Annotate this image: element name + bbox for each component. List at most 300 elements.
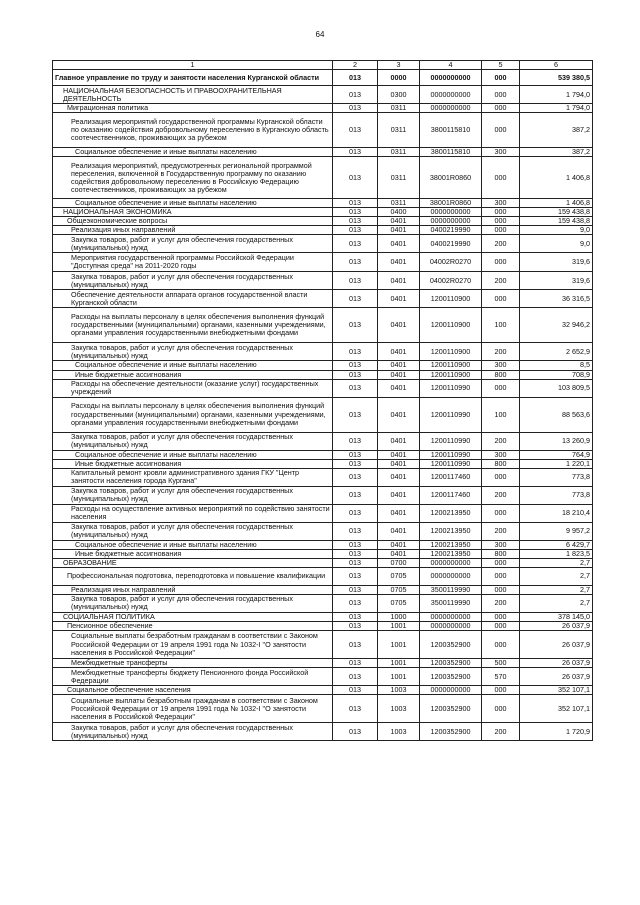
row-section-code: 0401 <box>378 397 420 432</box>
row-target-article: 1200352900 <box>420 695 482 723</box>
row-expense-type: 000 <box>482 226 520 235</box>
table-row <box>53 361 593 370</box>
row-ministry-code: 013 <box>333 631 378 659</box>
table-row <box>53 622 593 631</box>
row-description-text: ОБРАЗОВАНИЕ <box>63 558 117 567</box>
row-amount: 6 429,7 <box>520 540 593 549</box>
row-amount: 387,2 <box>520 148 593 157</box>
row-description <box>53 157 333 199</box>
row-expense-type: 000 <box>482 504 520 522</box>
row-expense-type: 800 <box>482 549 520 558</box>
row-section-code: 0705 <box>378 567 420 585</box>
row-expense-type: 200 <box>482 343 520 361</box>
row-target-article: 1200117460 <box>420 468 482 486</box>
row-amount: 387,2 <box>520 113 593 148</box>
row-description-text: Общеэкономические вопросы <box>67 216 168 226</box>
row-expense-type: 200 <box>482 594 520 612</box>
row-expense-type: 200 <box>482 723 520 741</box>
row-section-code: 0401 <box>378 361 420 370</box>
row-description-text: Социальное обеспечение и иные выплаты населению <box>75 147 257 157</box>
row-amount: 1 823,5 <box>520 549 593 558</box>
row-ministry-code: 013 <box>333 308 378 343</box>
row-target-article: 1200110990 <box>420 432 482 450</box>
row-ministry-code: 013 <box>333 397 378 432</box>
row-ministry-code: 013 <box>333 504 378 522</box>
row-description <box>53 723 333 741</box>
row-description-text: Закупка товаров, работ и услуг для обеспечения государственных (муниципальных) нужд <box>71 486 293 504</box>
header-col-6: 6 <box>520 61 593 70</box>
row-expense-type: 300 <box>482 148 520 157</box>
table-row <box>53 157 593 199</box>
row-target-article: 1200352900 <box>420 723 482 741</box>
row-target-article: 3500119990 <box>420 594 482 612</box>
row-description-text: Миграционная политика <box>67 103 149 113</box>
row-description-text: Реализация мероприятий, предусмотренных региональной программой переселения, включенной в Государственную программу по оказанию содействия добровольному переселению в Российскую Федерацию соотечественников, проживающих за рубежом <box>71 160 312 194</box>
row-ministry-code: 013 <box>333 343 378 361</box>
table-row <box>53 585 593 594</box>
row-description-text: НАЦИОНАЛЬНАЯ ЭКОНОМИКА <box>63 207 172 217</box>
row-ministry-code: 013 <box>333 104 378 113</box>
row-amount: 159 438,8 <box>520 208 593 217</box>
row-ministry-code: 013 <box>333 148 378 157</box>
row-description <box>53 208 333 217</box>
row-amount: 764,9 <box>520 450 593 459</box>
table-row <box>53 226 593 235</box>
row-amount: 773,8 <box>520 486 593 504</box>
row-description <box>53 379 333 397</box>
row-target-article: 0400219990 <box>420 226 482 235</box>
row-section-code: 1003 <box>378 723 420 741</box>
row-target-article: 0400219990 <box>420 235 482 253</box>
row-ministry-code: 013 <box>333 459 378 468</box>
row-ministry-code: 013 <box>333 549 378 558</box>
row-section-code: 0401 <box>378 217 420 226</box>
row-ministry-code: 013 <box>333 217 378 226</box>
row-description <box>53 432 333 450</box>
row-target-article: 04002R0270 <box>420 253 482 272</box>
row-description <box>53 199 333 208</box>
row-ministry-code: 013 <box>333 361 378 370</box>
row-section-code: 0300 <box>378 86 420 104</box>
row-description <box>53 397 333 432</box>
row-ministry-code: 013 <box>333 199 378 208</box>
row-ministry-code: 013 <box>333 522 378 540</box>
table-row <box>53 594 593 612</box>
row-amount: 9,0 <box>520 226 593 235</box>
row-amount: 378 145,0 <box>520 612 593 621</box>
row-description <box>53 567 333 585</box>
row-description <box>53 70 333 86</box>
row-expense-type: 300 <box>482 450 520 459</box>
row-description <box>53 668 333 686</box>
row-amount: 2,7 <box>520 594 593 612</box>
row-amount: 2,7 <box>520 585 593 594</box>
table-row <box>53 199 593 208</box>
row-ministry-code: 013 <box>333 272 378 290</box>
row-expense-type: 000 <box>482 104 520 113</box>
table-header-row <box>53 61 593 70</box>
row-description-text: Мероприятия государственной программы Российской Федерации "Доступная среда" на 2011-2020 годы <box>71 253 294 271</box>
row-description-text: НАЦИОНАЛЬНАЯ БЕЗОПАСНОСТЬ И ПРАВООХРАНИТЕЛЬНАЯ ДЕЯТЕЛЬНОСТЬ <box>63 85 282 103</box>
table-row <box>53 522 593 540</box>
row-description <box>53 558 333 567</box>
table-row <box>53 208 593 217</box>
row-target-article: 1200213950 <box>420 549 482 558</box>
row-amount: 1 794,0 <box>520 104 593 113</box>
row-amount: 2,7 <box>520 558 593 567</box>
table-row <box>53 549 593 558</box>
row-section-code: 0311 <box>378 148 420 157</box>
row-amount: 1 794,0 <box>520 86 593 104</box>
row-description-text: Обеспечение деятельности аппарата органов государственной власти Курганской области <box>71 289 308 307</box>
row-description <box>53 148 333 157</box>
row-description-text: Расходы на осуществление активных мероприятий по содействию занятости населения <box>71 504 330 522</box>
row-ministry-code: 013 <box>333 157 378 199</box>
row-target-article: 1200352900 <box>420 668 482 686</box>
row-target-article: 1200110990 <box>420 379 482 397</box>
row-expense-type: 000 <box>482 290 520 308</box>
row-description-text: Закупка товаров, работ и услуг для обеспечения государственных (муниципальных) нужд <box>71 271 293 289</box>
row-description <box>53 631 333 659</box>
row-expense-type: 000 <box>482 686 520 695</box>
row-expense-type: 000 <box>482 558 520 567</box>
row-section-code: 0401 <box>378 540 420 549</box>
row-target-article: 0000000000 <box>420 70 482 86</box>
row-amount: 9 957,2 <box>520 522 593 540</box>
row-section-code: 0401 <box>378 343 420 361</box>
row-description-text: Реализация иных направлений <box>71 225 176 235</box>
header-col-1: 1 <box>53 61 333 70</box>
row-ministry-code: 013 <box>333 723 378 741</box>
row-description-text: Социальное обеспечение и иные выплаты населению <box>75 540 257 549</box>
row-description <box>53 695 333 723</box>
header-col-4: 4 <box>420 61 482 70</box>
table-row <box>53 104 593 113</box>
row-description-text: Социальное обеспечение и иные выплаты населению <box>75 450 257 459</box>
row-expense-type: 000 <box>482 631 520 659</box>
row-expense-type: 000 <box>482 612 520 621</box>
row-amount: 9,0 <box>520 235 593 253</box>
table-row <box>53 370 593 379</box>
row-section-code: 1000 <box>378 612 420 621</box>
table-row <box>53 397 593 432</box>
row-description <box>53 659 333 668</box>
row-description <box>53 549 333 558</box>
row-amount: 539 380,5 <box>520 70 593 86</box>
table-row <box>53 631 593 659</box>
row-expense-type: 300 <box>482 199 520 208</box>
row-description <box>53 217 333 226</box>
row-expense-type: 300 <box>482 540 520 549</box>
row-section-code: 0401 <box>378 308 420 343</box>
row-amount: 32 946,2 <box>520 308 593 343</box>
row-target-article: 0000000000 <box>420 567 482 585</box>
table-row <box>53 308 593 343</box>
table-row <box>53 235 593 253</box>
row-section-code: 0311 <box>378 199 420 208</box>
row-amount: 319,6 <box>520 253 593 272</box>
row-description <box>53 343 333 361</box>
row-expense-type: 000 <box>482 567 520 585</box>
row-ministry-code: 013 <box>333 695 378 723</box>
row-section-code: 0401 <box>378 235 420 253</box>
row-expense-type: 000 <box>482 86 520 104</box>
row-section-code: 1001 <box>378 631 420 659</box>
row-section-code: 0401 <box>378 459 420 468</box>
table-row <box>53 723 593 741</box>
row-section-code: 0401 <box>378 549 420 558</box>
row-ministry-code: 013 <box>333 235 378 253</box>
table-row <box>53 253 593 272</box>
row-section-code: 0401 <box>378 468 420 486</box>
row-amount: 1 720,9 <box>520 723 593 741</box>
row-description-text: Межбюджетные трансферты бюджету Пенсионного фонда Российской Федерации <box>71 667 309 685</box>
row-target-article: 0000000000 <box>420 86 482 104</box>
row-section-code: 0401 <box>378 522 420 540</box>
table-row <box>53 486 593 504</box>
row-amount: 1 406,8 <box>520 199 593 208</box>
row-description-text: Профессиональная подготовка, переподготовка и повышение квалификации <box>67 571 326 581</box>
row-section-code: 0401 <box>378 486 420 504</box>
row-ministry-code: 013 <box>333 226 378 235</box>
row-description <box>53 361 333 370</box>
row-expense-type: 570 <box>482 668 520 686</box>
row-expense-type: 300 <box>482 361 520 370</box>
row-description <box>53 540 333 549</box>
table-row <box>53 686 593 695</box>
row-section-code: 0311 <box>378 113 420 148</box>
row-target-article: 3800115810 <box>420 148 482 157</box>
row-ministry-code: 013 <box>333 585 378 594</box>
row-expense-type: 200 <box>482 432 520 450</box>
row-amount: 773,8 <box>520 468 593 486</box>
row-section-code: 0401 <box>378 450 420 459</box>
row-expense-type: 000 <box>482 208 520 217</box>
table-row <box>53 558 593 567</box>
row-section-code: 0401 <box>378 504 420 522</box>
page-number: 64 <box>315 30 325 39</box>
row-expense-type: 200 <box>482 272 520 290</box>
row-description-text: Межбюджетные трансферты <box>71 658 168 668</box>
row-description <box>53 370 333 379</box>
table-row <box>53 459 593 468</box>
row-description-text: Закупка товаров, работ и услуг для обеспечения государственных (муниципальных) нужд <box>71 594 293 612</box>
table-row <box>53 432 593 450</box>
row-description-text: Расходы на выплаты персоналу в целях обеспечения выполнения функций государственными (муниципальными) органами, казенными учреждениями, органами управления государственными внебюджетными фондами <box>71 312 326 338</box>
row-target-article: 1200213950 <box>420 522 482 540</box>
row-ministry-code: 013 <box>333 450 378 459</box>
row-section-code: 0311 <box>378 104 420 113</box>
row-section-code: 0311 <box>378 157 420 199</box>
row-ministry-code: 013 <box>333 113 378 148</box>
row-ministry-code: 013 <box>333 668 378 686</box>
row-description-text: Закупка товаров, работ и услуг для обеспечения государственных (муниципальных) нужд <box>71 342 293 360</box>
row-target-article: 0000000000 <box>420 686 482 695</box>
row-expense-type: 000 <box>482 217 520 226</box>
row-section-code: 1003 <box>378 695 420 723</box>
row-description-text: Расходы на обеспечение деятельности (оказание услуг) государственных учреждений <box>71 379 319 397</box>
table-row <box>53 113 593 148</box>
row-target-article: 1200352900 <box>420 631 482 659</box>
row-target-article: 1200213950 <box>420 540 482 549</box>
row-target-article: 1200110900 <box>420 290 482 308</box>
row-section-code: 0401 <box>378 370 420 379</box>
row-ministry-code: 013 <box>333 86 378 104</box>
row-amount: 708,9 <box>520 370 593 379</box>
row-ministry-code: 013 <box>333 70 378 86</box>
row-target-article: 0000000000 <box>420 622 482 631</box>
row-description-text: Реализация иных направлений <box>71 585 176 594</box>
row-section-code: 0401 <box>378 379 420 397</box>
row-description <box>53 290 333 308</box>
table-row <box>53 272 593 290</box>
row-ministry-code: 013 <box>333 290 378 308</box>
row-expense-type: 000 <box>482 113 520 148</box>
row-description-text: Социальные выплаты безработным гражданам в соответствии с Законом Российской Федерации от 19 апреля 1991 года № 1032-I "О занятости населения в Российской Федерации" <box>71 631 318 657</box>
row-description <box>53 104 333 113</box>
row-section-code: 0401 <box>378 432 420 450</box>
table-row <box>53 540 593 549</box>
row-expense-type: 200 <box>482 522 520 540</box>
row-section-code: 1003 <box>378 686 420 695</box>
row-description-text: Социальное обеспечение и иные выплаты населению <box>75 198 257 208</box>
row-target-article: 0000000000 <box>420 558 482 567</box>
row-description <box>53 450 333 459</box>
header-col-3: 3 <box>378 61 420 70</box>
row-ministry-code: 013 <box>333 594 378 612</box>
row-expense-type: 200 <box>482 486 520 504</box>
row-expense-type: 000 <box>482 468 520 486</box>
row-expense-type: 500 <box>482 659 520 668</box>
row-target-article: 0000000000 <box>420 208 482 217</box>
row-target-article: 1200110900 <box>420 308 482 343</box>
row-target-article: 0000000000 <box>420 104 482 113</box>
row-amount: 8,5 <box>520 361 593 370</box>
row-description-text: Иные бюджетные ассигнования <box>75 370 182 379</box>
row-ministry-code: 013 <box>333 659 378 668</box>
row-description-text: Расходы на выплаты персоналу в целях обеспечения выполнения функций государственными (муниципальными) органами, казенными учреждениями, органами управления государственными внебюджетными фондами <box>71 401 326 427</box>
row-target-article: 0000000000 <box>420 612 482 621</box>
row-expense-type: 100 <box>482 308 520 343</box>
row-target-article: 1200213950 <box>420 504 482 522</box>
row-amount: 159 438,8 <box>520 217 593 226</box>
row-expense-type: 200 <box>482 235 520 253</box>
row-target-article: 1200352900 <box>420 659 482 668</box>
table-row <box>53 567 593 585</box>
row-target-article: 04002R0270 <box>420 272 482 290</box>
row-ministry-code: 013 <box>333 468 378 486</box>
row-ministry-code: 013 <box>333 253 378 272</box>
row-target-article: 38001R0860 <box>420 199 482 208</box>
row-ministry-code: 013 <box>333 622 378 631</box>
row-amount: 1 220,1 <box>520 459 593 468</box>
table-row <box>53 612 593 621</box>
row-amount: 88 563,6 <box>520 397 593 432</box>
table-row <box>53 86 593 104</box>
row-target-article: 1200110900 <box>420 370 482 379</box>
row-description <box>53 226 333 235</box>
row-description <box>53 253 333 272</box>
row-expense-type: 800 <box>482 459 520 468</box>
table-row <box>53 468 593 486</box>
row-description <box>53 459 333 468</box>
row-description-text: Иные бюджетные ассигнования <box>75 549 182 558</box>
row-description-text: Главное управление по труду и занятости населения Курганской области <box>55 72 320 82</box>
table-row <box>53 668 593 686</box>
row-section-code: 1001 <box>378 668 420 686</box>
row-description-text: Капитальный ремонт кровли административного здания ГКУ "Центр занятости населения города Кургана" <box>71 468 300 486</box>
row-description-text: СОЦИАЛЬНАЯ ПОЛИТИКА <box>63 612 155 621</box>
row-description <box>53 594 333 612</box>
row-section-code: 0401 <box>378 226 420 235</box>
row-section-code: 0700 <box>378 558 420 567</box>
table-row <box>53 70 593 86</box>
row-description <box>53 86 333 104</box>
row-amount: 26 037,9 <box>520 659 593 668</box>
row-target-article: 38001R0860 <box>420 157 482 199</box>
row-ministry-code: 013 <box>333 370 378 379</box>
header-col-5: 5 <box>482 61 520 70</box>
row-description <box>53 522 333 540</box>
row-description <box>53 308 333 343</box>
row-section-code: 0400 <box>378 208 420 217</box>
row-amount: 26 037,9 <box>520 668 593 686</box>
row-ministry-code: 013 <box>333 486 378 504</box>
row-description-text: Социальные выплаты безработным гражданам в соответствии с Законом Российской Федерации от 19 апреля 1991 года № 1032-I "О занятости населения в Российской Федерации" <box>71 695 318 721</box>
row-target-article: 1200110990 <box>420 459 482 468</box>
row-expense-type: 800 <box>482 370 520 379</box>
row-description-text: Пенсионное обеспечение <box>67 621 153 630</box>
row-ministry-code: 013 <box>333 567 378 585</box>
row-description <box>53 235 333 253</box>
row-description <box>53 686 333 695</box>
budget-table <box>52 60 593 741</box>
row-target-article: 0000000000 <box>420 217 482 226</box>
row-amount: 1 406,8 <box>520 157 593 199</box>
row-ministry-code: 013 <box>333 379 378 397</box>
row-amount: 36 316,5 <box>520 290 593 308</box>
row-description <box>53 622 333 631</box>
row-description <box>53 486 333 504</box>
row-amount: 26 037,9 <box>520 622 593 631</box>
row-expense-type: 000 <box>482 379 520 397</box>
row-expense-type: 000 <box>482 253 520 272</box>
row-expense-type: 100 <box>482 397 520 432</box>
row-expense-type: 000 <box>482 70 520 86</box>
row-expense-type: 000 <box>482 695 520 723</box>
row-target-article: 3800115810 <box>420 113 482 148</box>
row-amount: 2 652,9 <box>520 343 593 361</box>
row-amount: 352 107,1 <box>520 686 593 695</box>
row-description-text: Иные бюджетные ассигнования <box>75 459 182 468</box>
row-target-article: 1200110900 <box>420 361 482 370</box>
row-expense-type: 000 <box>482 157 520 199</box>
row-expense-type: 000 <box>482 585 520 594</box>
row-section-code: 0705 <box>378 585 420 594</box>
row-section-code: 0401 <box>378 253 420 272</box>
row-description <box>53 585 333 594</box>
row-section-code: 0000 <box>378 70 420 86</box>
table-row <box>53 450 593 459</box>
row-ministry-code: 013 <box>333 208 378 217</box>
row-description-text: Закупка товаров, работ и услуг для обеспечения государственных (муниципальных) нужд <box>71 234 293 252</box>
row-amount: 103 809,5 <box>520 379 593 397</box>
row-section-code: 0705 <box>378 594 420 612</box>
table-row <box>53 695 593 723</box>
row-description <box>53 504 333 522</box>
table-row <box>53 217 593 226</box>
row-description-text: Реализация мероприятий государственной программы Курганской области по оказанию содействия добровольному переселению в Курганскую область соотечественников, проживающих за рубежом <box>71 117 329 143</box>
